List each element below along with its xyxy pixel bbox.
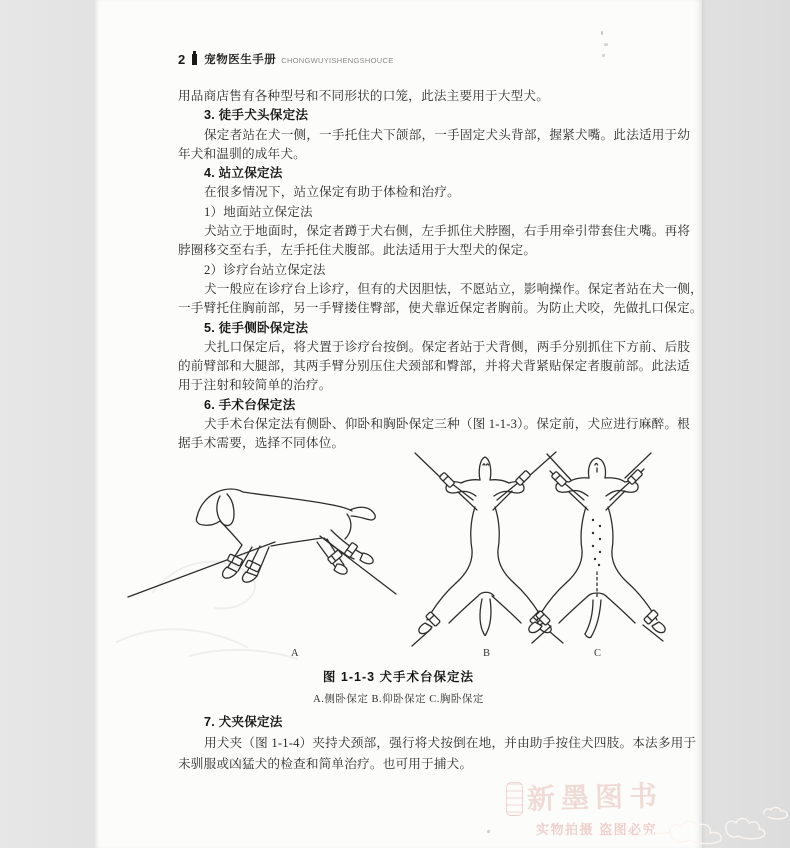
scan-speck (601, 31, 603, 35)
page-header (178, 51, 394, 67)
spine-dotted-line (592, 519, 601, 566)
body-line: 保定者站在犬一侧，一手托住犬下颌部，一手固定犬头背部，握紧犬嘴。此法适用于幼 (204, 127, 691, 142)
dog-a-lateral-recumbency (128, 489, 396, 597)
scan-speck (602, 54, 605, 57)
section-heading: 5. 徒手侧卧保定法 (204, 320, 309, 335)
scan-ghost-marks (117, 562, 297, 659)
figure-legend: A.侧卧保定 B.仰卧保定 C.胸卧保定 (313, 694, 484, 705)
watermark-seal-icon (506, 782, 523, 816)
leg-cuff (439, 472, 455, 488)
figure-dog-restraint-illustration (95, 450, 700, 662)
leg-cuff (515, 470, 531, 486)
watermark-brand-text: 新墨图书 (526, 781, 664, 816)
body-line: 用品商店售有各种型号和不同形状的口笼，此法主要用于大型犬。 (178, 89, 550, 103)
body-text-after-figure (178, 712, 697, 775)
figure-label-b: B (483, 648, 491, 659)
body-line: 用犬夹（图 1-1-4）夹持犬颈部，强行将犬按倒在地，并由助手按住犬四肢。本法多用于 (204, 736, 697, 750)
body-line: 犬手术台保定法有侧卧、仰卧和胸卧保定三种（图 1-1-3）。保定前，犬应进行麻醉。根 (204, 417, 690, 432)
leg-cuff (644, 610, 659, 625)
watermark-notice-text: 实物拍摄 盗图必究 (536, 822, 658, 837)
body-line: 犬站立于地面时，保定者蹲于犬右侧，左手抓住犬脖圈，右手用牵引带套住犬嘴。再将 (204, 224, 691, 239)
body-line: 在很多情况下，站立保定有助于体检和治疗。 (204, 185, 460, 200)
body-line: 一手臂托住胸前部，另一手臂搂住臀部，使犬靠近保定者胸前。为防止犬咬，先做扎口保定。 (178, 301, 703, 316)
body-line: 用于注射和较简单的治疗。 (178, 378, 332, 393)
restraint-rope (415, 453, 442, 479)
figure-label-a: A (291, 648, 299, 659)
section-heading: 6. 手术台保定法 (204, 397, 296, 412)
body-line: 犬扎口保定后，将犬置于诊疗台按倒。保定者站于犬背侧，两手分别抓住下方前、后肢 (204, 339, 691, 354)
body-text (178, 87, 703, 454)
body-line: 的前臂部和大腿部，其两手臂分别压住犬颈部和臀部，并将犬背紧贴保定者腹前部。此法适 (178, 359, 690, 374)
body-line: 据手术需要，选择不同体位。 (178, 436, 345, 451)
book-title: 宠物医生手册 (204, 54, 277, 66)
scan-speck (604, 43, 608, 46)
body-line: 年犬和温驯的成年犬。 (178, 146, 306, 161)
section-heading: 4. 站立保定法 (204, 166, 283, 181)
watermark-cloud-decoration (628, 796, 790, 848)
body-line: 脖圈移交至右手，左手托住犬腹部。此法适用于大型犬的保定。 (178, 243, 537, 258)
figure-caption: 图 1-1-3 犬手术台保定法 (322, 670, 475, 684)
leg-cuff (327, 550, 342, 564)
book-title-pinyin: CHONGWUYISHENGSHOUCE (281, 55, 394, 65)
leg-cuff (627, 469, 643, 485)
body-line: 未驯服或凶猛犬的检查和简单治疗。也可用于捕犬。 (178, 757, 473, 771)
figure-label-c: C (594, 648, 602, 659)
leg-cuff (344, 542, 358, 557)
subsection-heading: 2）诊疗台站立保定法 (204, 262, 326, 277)
scan-speck (487, 830, 490, 833)
book-page (95, 0, 702, 848)
body-line: 犬一般应在诊疗台上诊疗，但有的犬因胆怯，不愿站立，影响操作。保定者站在犬一侧， (204, 281, 703, 296)
dog-c-sternal-recumbency (529, 453, 665, 643)
section-heading: 3. 徒手犬头保定法 (204, 108, 309, 123)
page-number: 2 (178, 51, 186, 67)
subsection-heading: 1）地面站立保定法 (204, 204, 313, 219)
section-heading: 7. 犬夹保定法 (204, 715, 283, 729)
book-spine-icon (192, 54, 197, 65)
